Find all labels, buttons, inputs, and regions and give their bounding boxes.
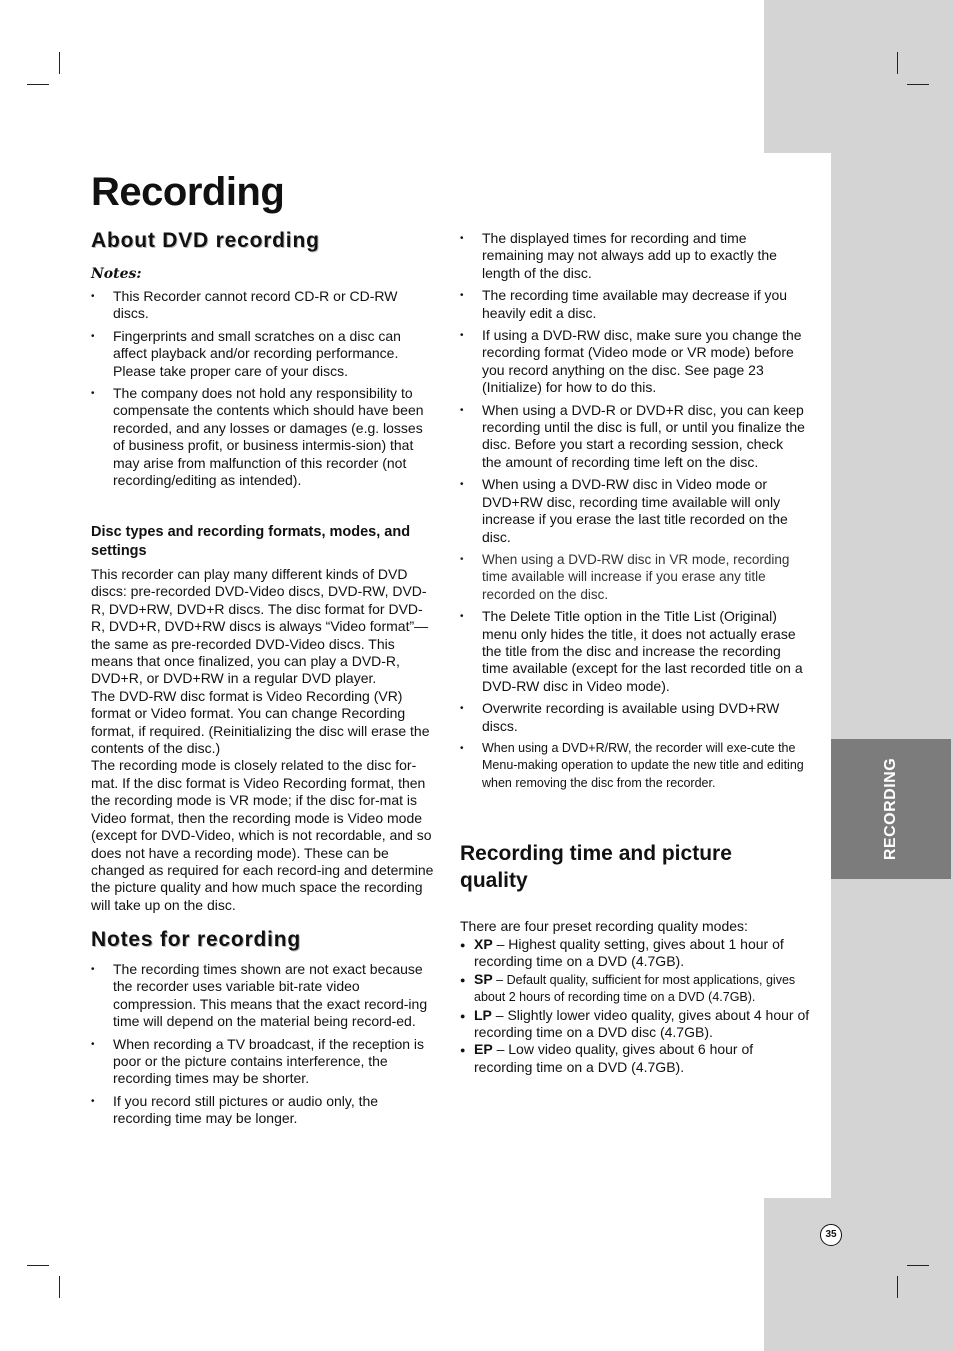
quality-heading: Recording time and picture quality [460,842,732,892]
notes-recording-list [91,961,436,1133]
note-item: • The company does not hold any responsibility to compensate the contents which should have been recorded, and any losses or damages (e.g. losses of business profit, or business intermis-sion) that may arise from malfunction of this recorder (not recording/editing as intended). [91,385,436,489]
page-number: 35 [820,1224,842,1246]
note-item: • When using a DVD-R or DVD+R disc, you can keep recording until the disc is full, or until you finalize the disc. Before you start a recording session, check the amount of recording time left on the disc. [460,402,805,472]
mode-item [460,1007,810,1042]
crop-mark [907,84,929,85]
crop-mark [59,1276,60,1298]
notes-label: Notes: [91,266,142,282]
mode-text: – Slightly lower video quality, gives about 4 hour of recording time on a DVD disc (4.7GB). [474,1006,810,1041]
note-item: • If using a DVD-RW disc, make sure you change the recording format (Video mode or VR mode) before you record anything on the disc. See page 23 (Initialize) for how to do this. [460,327,805,397]
note-item: • The Delete Title option in the Title List (Original) menu only hides the title, it does not actually erase the title from the disc and increase the recording time available (except for the last recorded title on a DVD-RW disc in Video mode). [460,608,805,695]
mode-text: – Default quality, sufficient for most applications, gives about 2 hours of recording time on a DVD (4.7GB). [474,972,796,1005]
note-item: • When recording a TV broadcast, if the reception is poor or the picture contains interference, the recording times may be shorter. [91,1036,436,1088]
mode-text: – Highest quality setting, gives about 1 hour of recording time on a DVD (4.7GB). [474,936,784,970]
paragraph: This recorder can play many different kinds of DVD discs: pre-recorded DVD-Video discs, DVD-RW, DVD-R, DVD+RW, DVD+R discs. The disc format for DVD-R, DVD+R, DVD+RW discs is always “Video format”—the same as pre-recorded DVD-Video discs. This means that once finalized, you can play a DVD-R, DVD+R, or DVD+RW in a regular DVD player. [91,566,429,687]
side-band-bottom [764,1198,954,1351]
crop-mark [897,1276,898,1298]
paragraph: The DVD-RW disc format is Video Recording (VR) format or Video format. You can change Recording format, if required. (Reinitializing the disc will erase the contents of the disc.) [91,687,430,757]
disc-types-body [91,566,436,914]
disc-types-heading: Disc types and recording formats, modes, and settings [91,524,411,559]
note-item: • If you record still pictures or audio only, the recording time may be longer. [91,1093,436,1128]
side-band-top [764,0,954,153]
notes-recording-heading: Notes for recording [91,928,302,951]
section-tab-label: RECORDING [882,757,899,861]
crop-mark [27,84,49,85]
side-band-right [831,153,954,1198]
quality-modes [460,936,810,1076]
note-item: • When using a DVD+R/RW, the recorder will exe-cute the Menu-making operation to update the new title and editing when removing the disc from the recorder. [460,740,805,792]
mode-item [460,971,810,1007]
about-heading: About DVD recording [91,229,320,252]
right-notes-list [460,230,805,797]
note-item: • This Recorder cannot record CD-R or CD-RW discs. [91,288,436,323]
mode-text: – Low video quality, gives about 6 hour of recording time on a DVD (4.7GB). [474,1041,754,1075]
about-notes [91,288,436,494]
crop-mark [59,52,60,74]
note-item: • When using a DVD-RW disc in Video mode or DVD+RW disc, recording time available will only increase if you erase the last title recorded on the disc. [460,476,805,546]
note-item: • The displayed times for recording and time remaining may not always add up to exactly the length of the disc. [460,230,805,282]
quality-intro: There are four preset recording quality modes: [460,918,748,934]
paragraph: The recording mode is closely related to the disc for-mat. If the disc format is Video Recording format, then the recording mode is VR mode; if the disc for-mat is Video format, then the recording mode is Video mode (except for DVD-Video, which is not recordable, and so does not have a recording mode). These can be changed as required for each record-ing and determine the picture quality and how much space the recording will take up on the disc. [91,757,434,913]
mode-item [460,936,810,971]
note-item: • Fingerprints and small scratches on a disc can affect playback and/or recording performance. Please take proper care of your discs. [91,328,436,380]
mode-code: XP [474,936,493,952]
crop-mark [27,1265,49,1266]
note-item: • The recording times shown are not exact because the recorder uses variable bit-rate video compression. This means that the exact record-ing time will depend on the material being record-ed. [91,961,436,1031]
mode-code: SP [474,970,493,987]
crop-mark [907,1265,929,1266]
note-item: • When using a DVD-RW disc in VR mode, recording time available will increase if you erase any title recorded on the disc. [460,551,805,603]
note-item: • The recording time available may decrease if you heavily edit a disc. [460,287,805,322]
mode-code: LP [474,1006,492,1023]
page-title: Recording [91,170,285,214]
crop-mark [897,52,898,74]
mode-code: EP [474,1041,493,1058]
section-tab [831,739,951,879]
note-item: • Overwrite recording is available using DVD+RW discs. [460,700,805,735]
mode-item [460,1041,810,1076]
